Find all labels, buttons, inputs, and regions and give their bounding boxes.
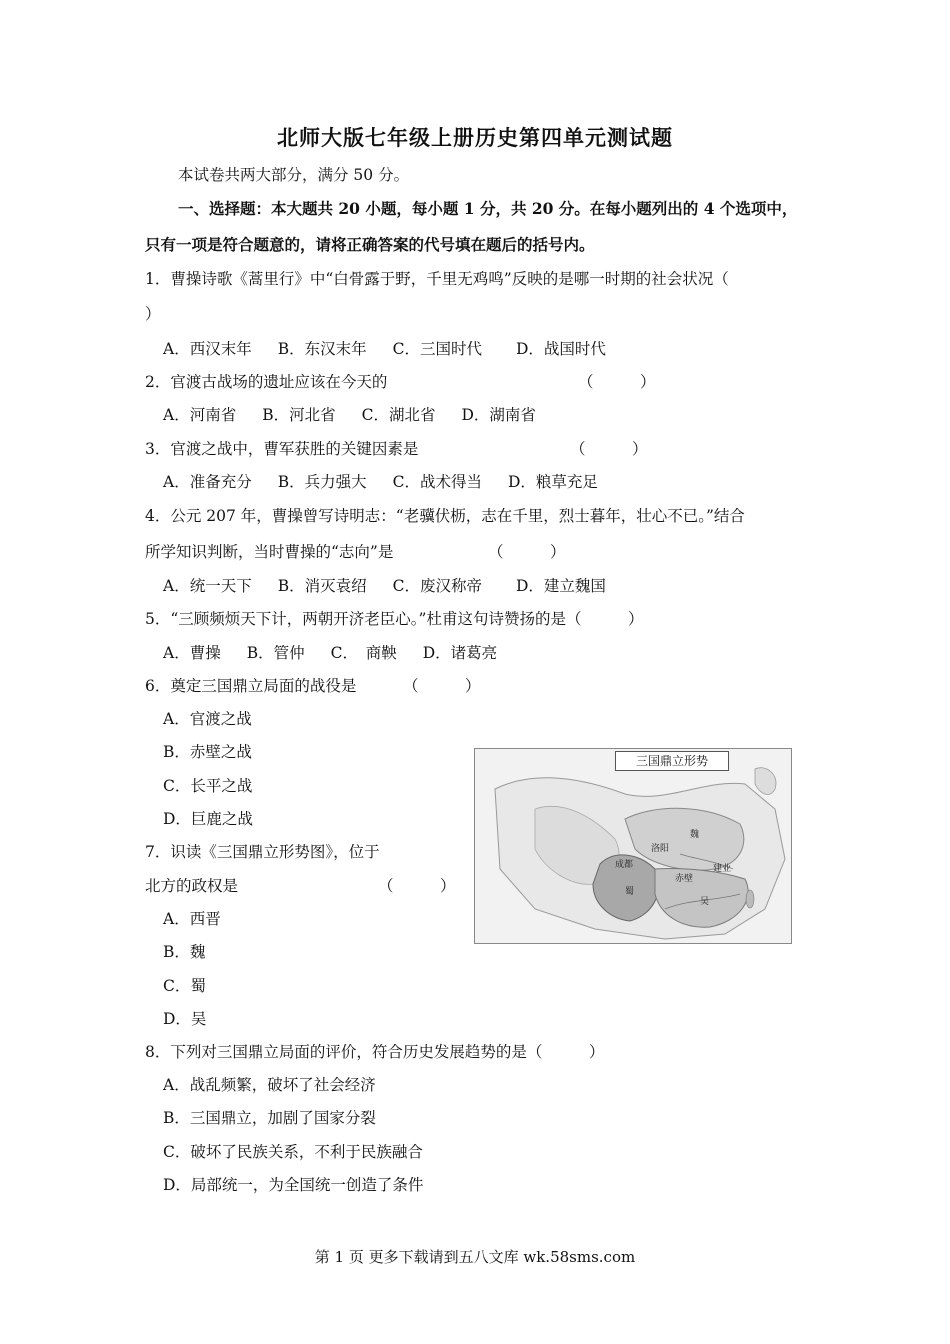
q3-option-d: D．粮草充足 — [507, 473, 598, 491]
question-7-stem: 7．识读《三国鼎立形势图》，位于 — [145, 843, 380, 861]
map-label-shu: 蜀 — [625, 887, 635, 897]
question-2-options — [163, 405, 562, 425]
q5-option-d: D．诸葛亮 — [422, 644, 498, 662]
map-title: 三国鼎立形势 — [615, 751, 729, 771]
q6-option-b: B．赤壁之战 — [163, 743, 252, 761]
question-7-stem-cont: 北方的政权是 — [145, 877, 239, 895]
question-4-stem-cont: 所学知识判断，当时曹操的“志向”是 — [145, 543, 394, 561]
q2-option-c: C．湖北省 — [361, 406, 436, 424]
q1-option-a: A．西汉末年 — [163, 340, 252, 358]
question-2-blank: （ ） — [578, 373, 656, 391]
question-2-stem: 2．官渡古战场的遗址应该在今天的 — [145, 373, 388, 391]
question-8-stem: 8．下列对三国鼎立局面的评价，符合历史发展趋势的是（ ） — [145, 1043, 605, 1061]
q4-option-d: D．建立魏国 — [515, 577, 606, 595]
question-4-stem: 4．公元 207 年，曹操曾写诗明志：“老骥伏枥，志在千里，烈士暮年，壮心不已。”结合 — [145, 507, 745, 525]
section-heading-line2: 只有一项是符合题意的，请将正确答案的代号填在题后的括号内。 — [145, 235, 595, 254]
three-kingdoms-map — [474, 748, 792, 944]
question-5-options — [163, 643, 523, 663]
q4-option-c: C．废汉称帝 — [392, 577, 482, 595]
question-6-stem: 6．奠定三国鼎立局面的战役是 — [145, 677, 357, 695]
q4-option-b: B．消灭袁绍 — [277, 577, 367, 595]
question-1-stem: 1．曹操诗歌《蒿里行》中“白骨露于野，千里无鸡鸣”反映的是哪一时期的社会状况（ — [145, 270, 729, 288]
section-heading-line1: 一、选择题：本大题共 20 小题，每小题 1 分，共 20 分。在每小题列出的 4 个选项中， — [178, 199, 798, 218]
q7-option-b: B．魏 — [163, 943, 206, 961]
q2-option-a: A．河南省 — [163, 406, 237, 424]
q1-option-b: B．东汉末年 — [277, 340, 367, 358]
q1-option-d: D．战国时代 — [515, 340, 606, 358]
map-label-wu: 吴 — [700, 897, 710, 907]
q2-option-b: B．河北省 — [262, 406, 336, 424]
question-5-stem: 5．“三顾频烦天下计，两朝开济老臣心。”杜甫这句诗赞扬的是（ ） — [145, 610, 644, 628]
question-3-stem: 3．官渡之战中，曹军获胜的关键因素是 — [145, 440, 419, 458]
question-4-options — [163, 576, 632, 596]
q8-option-c: C．破坏了民族关系，不利于民族融合 — [163, 1143, 423, 1161]
map-label-chengdu: 成都 — [615, 860, 634, 870]
q7-option-c: C．蜀 — [163, 977, 206, 995]
q6-option-c: C．长平之战 — [163, 777, 253, 795]
map-label-luoyang: 洛阳 — [651, 844, 670, 854]
question-1-stem-cont: ） — [145, 305, 161, 323]
map-graphic — [475, 749, 791, 943]
map-label-wei: 魏 — [690, 830, 700, 840]
q7-option-a: A．西晋 — [163, 910, 221, 928]
q6-option-d: D．巨鹿之战 — [163, 810, 253, 828]
q7-option-d: D．吴 — [163, 1010, 207, 1028]
page-title: 北师大版七年级上册历史第四单元测试题 — [277, 125, 673, 150]
map-label-chibi: 赤壁 — [675, 874, 694, 884]
q8-option-b: B．三国鼎立，加剧了国家分裂 — [163, 1109, 376, 1127]
question-3-options — [163, 472, 624, 492]
map-label-jianye: 建业 — [713, 864, 732, 874]
intro-text: 本试卷共两大部分，满分 50 分。 — [178, 166, 410, 184]
q3-option-a: A．准备充分 — [163, 473, 252, 491]
q5-option-c: C． 商鞅 — [330, 644, 397, 662]
q5-option-a: A．曹操 — [163, 644, 221, 662]
question-3-blank: （ ） — [570, 440, 648, 458]
question-7-blank: （ ） — [378, 877, 456, 895]
q8-option-d: D．局部统一，为全国统一创造了条件 — [163, 1176, 424, 1194]
q2-option-d: D．湖南省 — [461, 406, 536, 424]
question-1-options — [163, 339, 632, 359]
question-4-blank: （ ） — [488, 543, 566, 561]
q4-option-a: A．统一天下 — [163, 577, 252, 595]
q3-option-c: C．战术得当 — [392, 473, 482, 491]
q1-option-c: C．三国时代 — [392, 340, 482, 358]
q6-option-a: A．官渡之战 — [163, 710, 252, 728]
question-6-blank: （ ） — [403, 677, 481, 695]
q5-option-b: B．管仲 — [246, 644, 305, 662]
q3-option-b: B．兵力强大 — [277, 473, 367, 491]
page-footer: 第 1 页 更多下载请到五八文库 wk.58sms.com — [314, 1248, 636, 1266]
q8-option-a: A．战乱频繁，破坏了社会经济 — [163, 1076, 376, 1094]
